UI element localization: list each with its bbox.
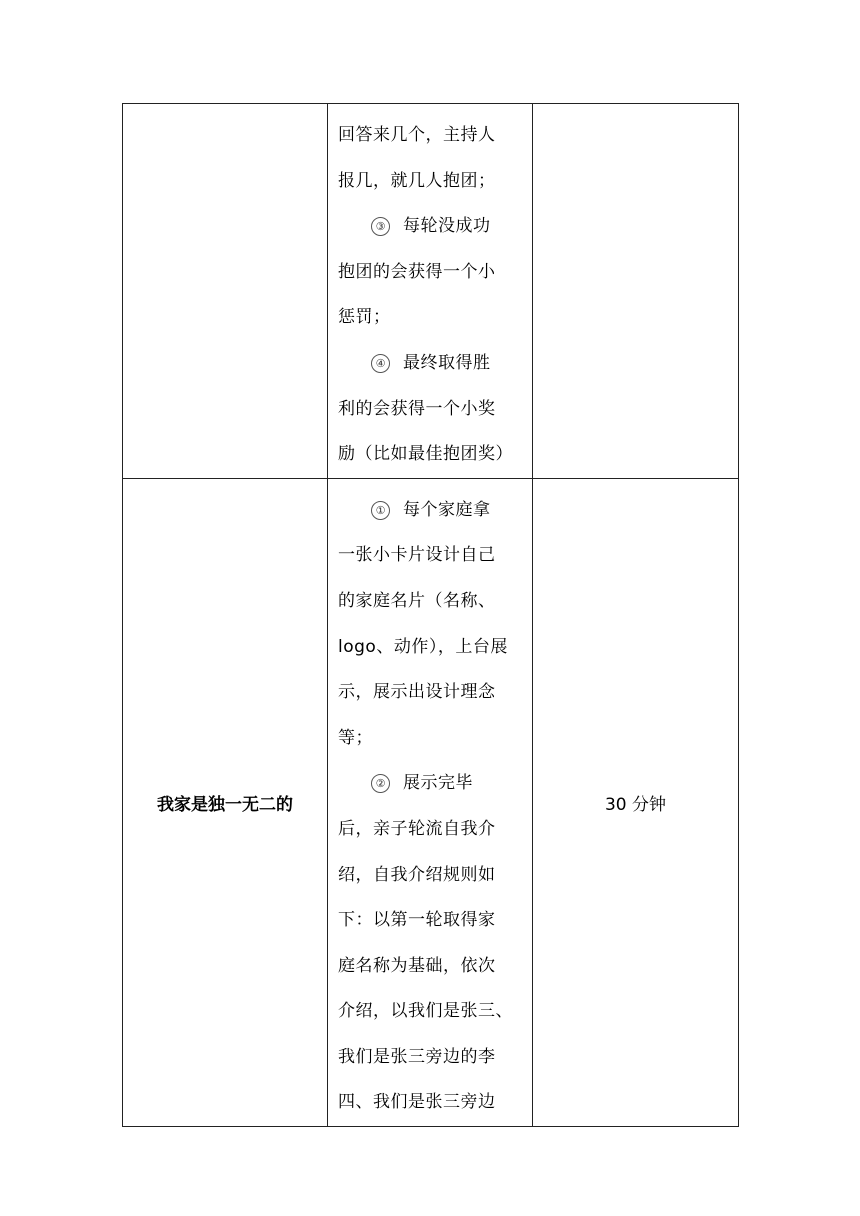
content-line: 等； — [338, 727, 373, 748]
content-line: 展示完毕 — [403, 773, 473, 794]
content-line: 的家庭名片（名称、 — [338, 590, 496, 611]
content-cell — [328, 104, 533, 479]
duration-text: 30 分钟 — [604, 794, 667, 815]
content-line: 利的会获得一个小奖 — [338, 398, 496, 419]
content-line: 报几，就几人抱团； — [338, 170, 496, 191]
content-line: 回答来几个，主持人 — [338, 125, 496, 145]
content-line: 示，展示出设计理念 — [338, 682, 496, 703]
table-row — [123, 478, 739, 1126]
content-line: 惩罚； — [338, 307, 391, 328]
activity-name: 我家是独一无二的 — [157, 794, 293, 815]
activity-cell — [123, 478, 328, 1126]
circled-number: ① — [371, 501, 390, 520]
content-line: 励（比如最佳抱团奖） — [338, 444, 513, 465]
circled-number: ② — [371, 774, 390, 793]
table-row — [123, 104, 739, 479]
content-line: 每个家庭拿 — [403, 499, 491, 520]
content-line: 下：以第一轮取得家 — [338, 910, 496, 931]
content-line: 最终取得胜 — [403, 352, 491, 373]
rule-item-start — [338, 341, 520, 387]
content-line: 后，亲子轮流自我介 — [338, 818, 496, 839]
content-line: 一张小卡片设计自己 — [338, 545, 496, 566]
content-line: 绍，自我介绍规则如 — [338, 864, 496, 885]
content-line: 介绍，以我们是张三、 — [338, 1001, 513, 1022]
circled-number: ③ — [371, 217, 390, 236]
content-line: 庭名称为基础，依次 — [338, 955, 496, 976]
rule-item-start — [338, 204, 520, 250]
content-line: 我们是张三旁边的李 — [338, 1046, 496, 1067]
rule-item-start — [338, 761, 520, 807]
content-line: logo、动作），上台展 — [338, 636, 508, 657]
content-cell — [328, 478, 533, 1126]
rule-item-start — [338, 488, 520, 534]
activity-table — [122, 103, 739, 1127]
content-line: 抱团的会获得一个小 — [338, 261, 496, 282]
content-line: 每轮没成功 — [403, 216, 491, 237]
content-line: 四、我们是张三旁边 — [338, 1092, 496, 1113]
duration-cell — [533, 478, 739, 1126]
duration-cell — [533, 104, 739, 479]
activity-cell — [123, 104, 328, 479]
circled-number: ④ — [371, 354, 390, 373]
